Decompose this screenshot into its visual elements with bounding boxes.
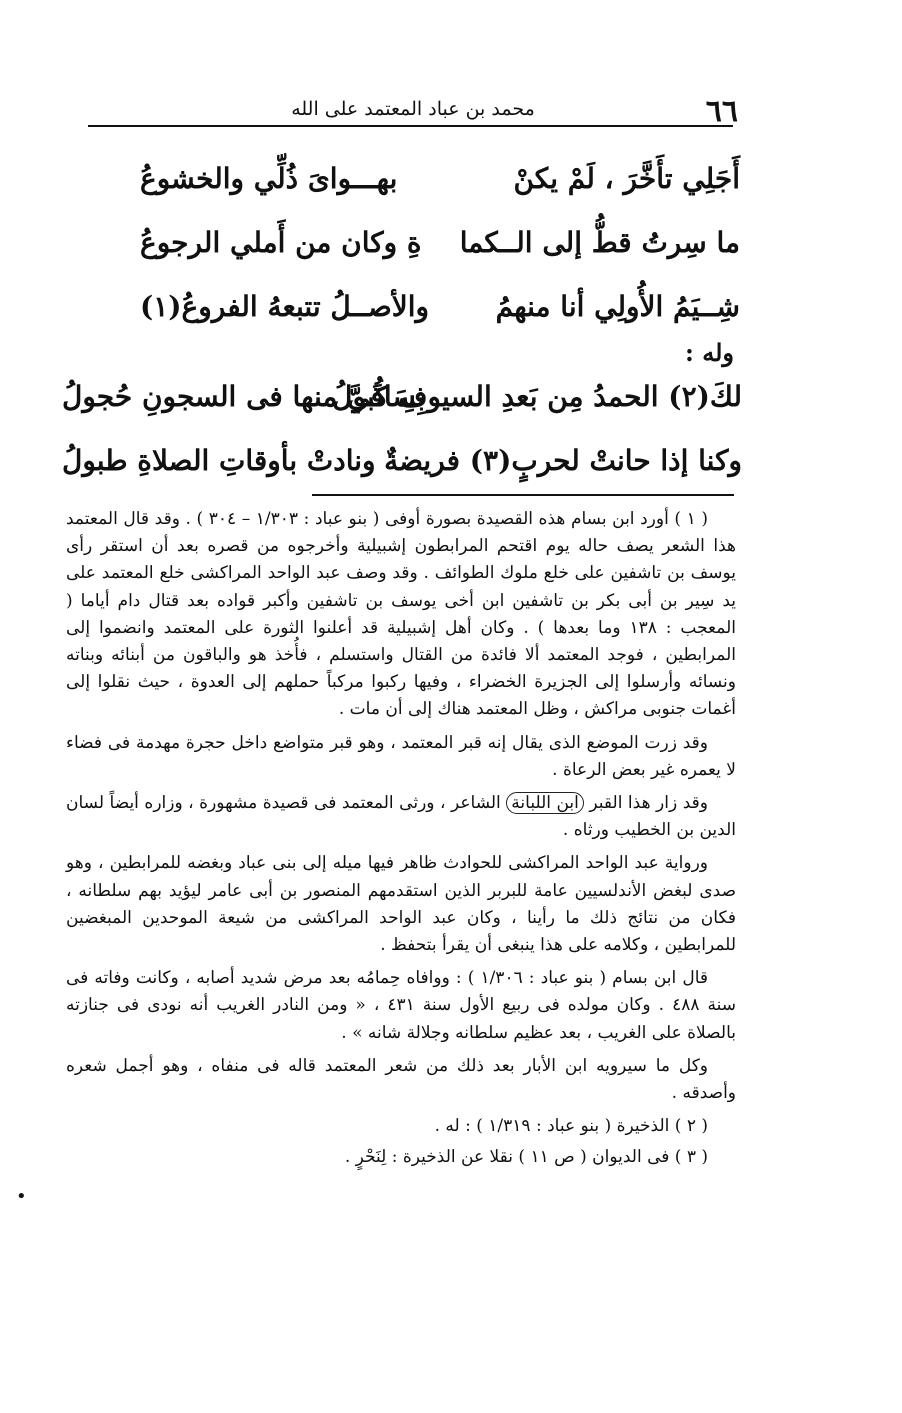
- running-title: محمد بن عباد المعتمد على الله: [291, 98, 535, 120]
- footnote-rule: [312, 494, 734, 496]
- verse-first-hemistich: وكنا إذا حانتْ لحربٍ(٣) فريضةٌ: [384, 444, 742, 477]
- footnote-paragraph: وكل ما سيرويه ابن الأبار بعد ذلك من شعر المعتمد قاله فى منفاه ، وهو أجمل شعره وأصدقه .: [66, 1055, 736, 1104]
- verse-second-hemistich: بهـــواىَ ذُلِّي والخشوعُ: [140, 162, 398, 195]
- verse: [60, 148, 740, 212]
- footnote-paragraph: قال ابن بسام ( بنو عباد : ١/٣٠٦ ) : ووافاه حِمامُه بعد مرض شديد أصابه ، وكانت وفاته فى سنة ٤٨٨ . وكان مولده فى ربيع الأول سنة ٤٣١ ، « ومن النادر الغريب أنه نودى فى جنازته بالصلاة على الغريب ، بعد عظيم سلطانه وجلالة شانه » .: [66, 968, 736, 1043]
- footnote-paragraph: ورواية عبد الواحد المراكشى للحوادث ظاهر فيها ميله إلى بنى عباد وبغضه للمرابطين ، وهو صدى لبغض الأندلسيين عامة للبربر الذين استقدمهم المنصور بن أبى عامر ليؤيد بهم سلطانه ، فكان من نتائج ذلك ما رأينا ، وكان عبد الواحد المراكشى من شيعة الموحدين المبغضين للمرابطين ، وكلامه على هذا ينبغى أن يقرأ بتحفظ .: [66, 853, 736, 956]
- verse: [62, 366, 742, 430]
- footnote-text: وقد زار هذا القبر: [589, 793, 708, 814]
- verse-first-hemistich: أَجَلِي تأَخَّرَ ، لَمْ يكنْ: [513, 162, 740, 195]
- verse: [62, 430, 742, 494]
- verse-second-hemistich: بِسَاقَيَّ منها فى السجونِ حُجولُ: [62, 380, 426, 413]
- footnote-paragraph: وقد زرت الموضع الذى يقال إنه قبر المعتمد ، وهو قبر متواضع داخل حجرة مهدمة فى فضاء لا يعمره غير بعض الرعاة .: [66, 732, 736, 780]
- page-header: [88, 92, 738, 128]
- poem-first: [60, 148, 740, 340]
- margin-mark: •: [16, 1186, 27, 1207]
- poem-intro: وله :: [685, 338, 734, 367]
- footnote-paragraph: ( ١ ) أورد ابن بسام هذه القصيدة بصورة أوفى ( بنو عباد : ١/٣٠٣ – ٣٠٤ ) . وقد قال المعتمد هذا الشعر يصف حاله يوم اقتحم المرابطون إشبيلية وأخرجوه من قصره بعد أن استقر رأى يوسف بن تاشفين على خلع ملوك الطوائف . وقد وصف عبد الواحد المراكشى خلع المعتمد على يد سِير بن أبى بكر بن تاشفين ابن أخى يوسف بن تاشفين وأكبر قواده بعد قتال دام أياما ( المعجب : ١٣٨ وما بعدها ) . وكان أهل إشبيلية قد أعلنوا الثورة على المعتمد وانضموا إلى المرابطين ، فوجد المعتمد ألا فائدة من القتال واستسلم ، فأُخذ هو والباقون من أبنائه وبناته ونسائه وأرسلوا إلى الجزيرة الخضراء ، وفيها ركبوا مركباً حملهم إلى العدوة ، حيث نقلوا إلى أغمات جنوبى مراكش ، وظل المعتمد هناك إلى أن مات .: [66, 509, 736, 720]
- footnote-text: الشاعر ، ورثى المعتمد فى قصيدة مشهورة ، وزاره أيضاً لسان الدين بن الخطيب ورثاه .: [66, 793, 736, 841]
- poem-second: [62, 366, 742, 494]
- verse-first-hemistich: ما سِرتُ قطُّ إلى الــكما: [459, 226, 740, 259]
- verse-second-hemistich: ونادتْ بأوقاتِ الصلاةِ طبولُ: [62, 444, 376, 477]
- verse-first-hemistich: شِــيَمُ الأُولِي أنا منهمُ: [495, 290, 740, 323]
- footnote-paragraph: [66, 790, 736, 844]
- verse: [60, 276, 740, 340]
- verse-second-hemistich: والأصــلُ تتبعهُ الفروعُ(١): [140, 290, 430, 323]
- footnotes: [66, 506, 736, 1176]
- verse-second-hemistich: ةِ وكان من أَملي الرجوعُ: [140, 226, 422, 259]
- footnote-3: ( ٣ ) فى الديوان ( ص ١١ ) نقلا عن الذخيرة : لِنَحْرٍ .: [344, 1147, 708, 1168]
- page-number: ٦٦: [705, 94, 738, 129]
- verse: [60, 212, 740, 276]
- footnote-2: ( ٢ ) الذخيرة ( بنو عباد : ١/٣١٩ ) : له .: [434, 1116, 708, 1137]
- verse-first-hemistich: لكَ(٢) الحمدُ مِن بَعدِ السيوفِ كُبولُ: [332, 380, 742, 413]
- circled-name: ابن اللبانة: [506, 792, 584, 814]
- header-rule: [88, 125, 733, 127]
